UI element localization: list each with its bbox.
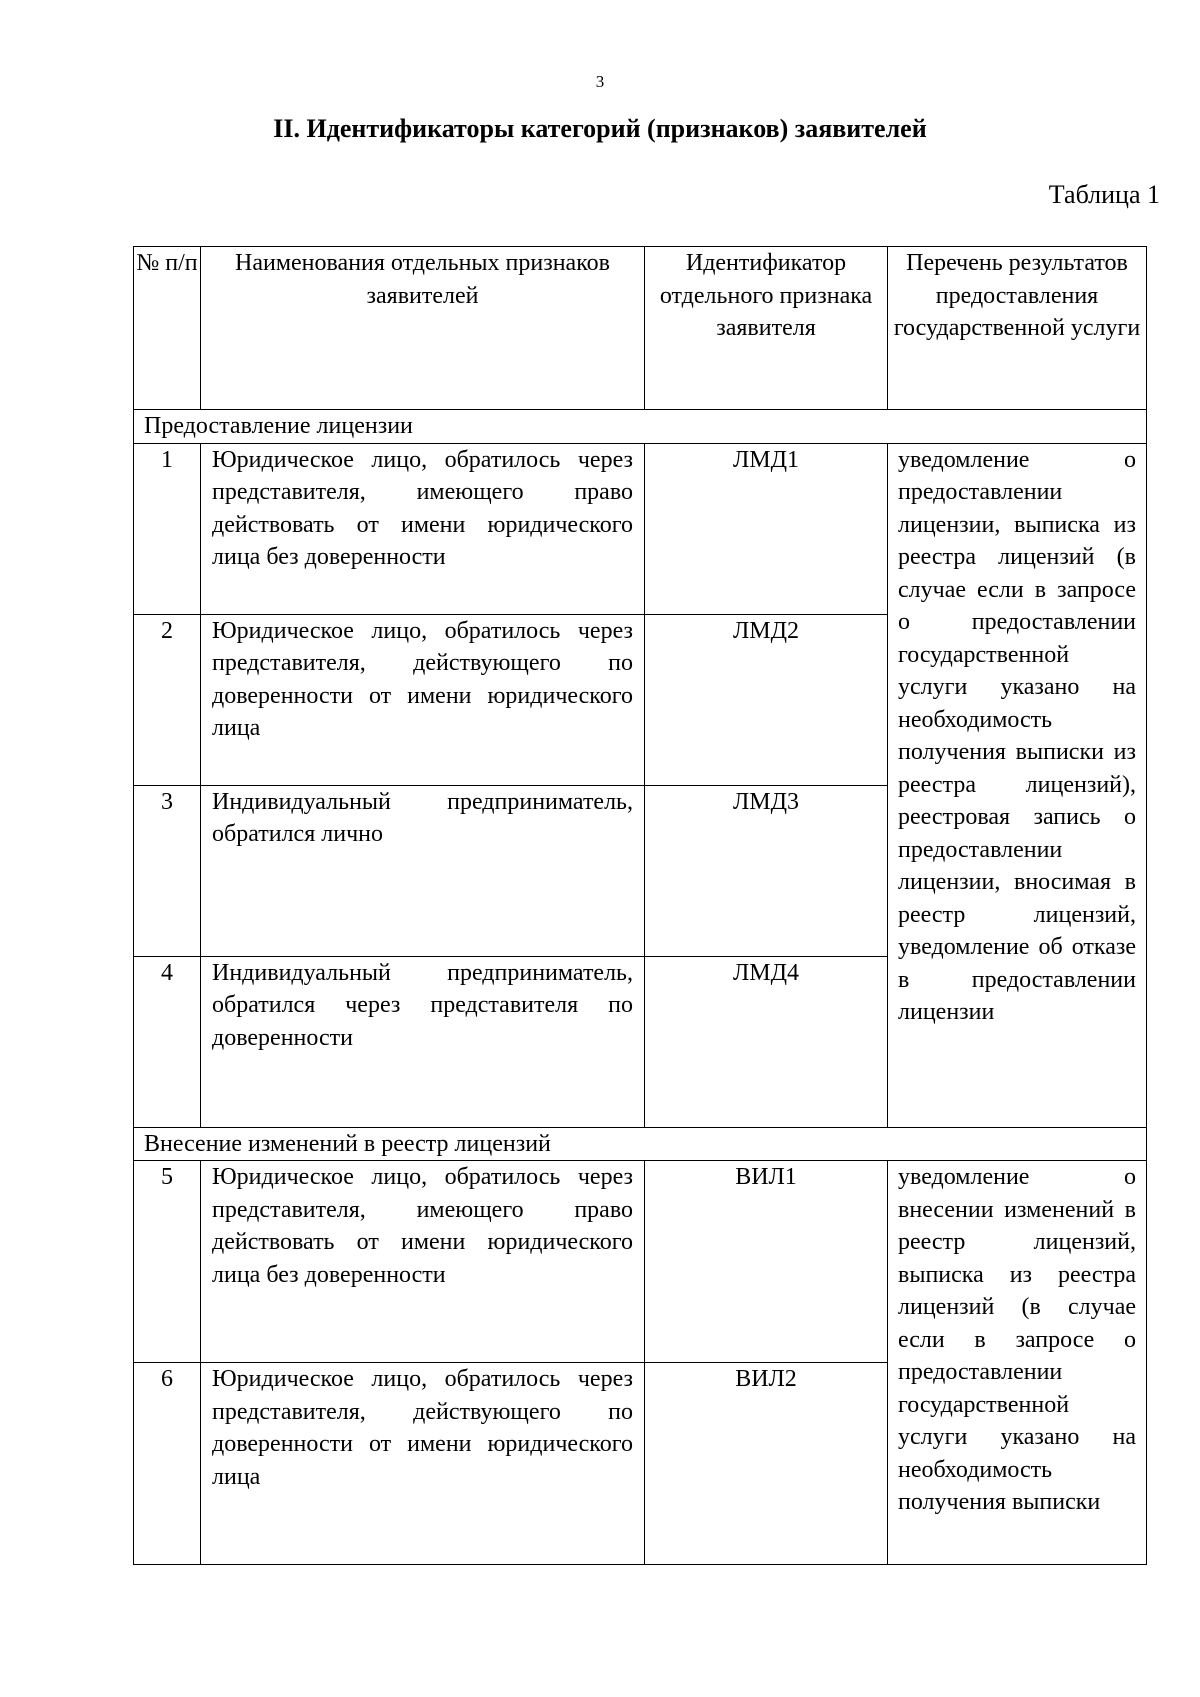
section-row [134, 410, 1147, 444]
row-name: Индивидуальный предприниматель, обратился через представителя по доверенности [201, 956, 645, 1127]
row-name: Юридическое лицо, обратилось через представителя, имеющего право действовать от имени юридического лица без доверенности [201, 1161, 645, 1363]
row-num: 6 [134, 1363, 201, 1565]
page-number: 3 [595, 72, 605, 91]
row-name: Юридическое лицо, обратилось через представителя, действующего по доверенности от имени юридического лица [201, 1363, 645, 1565]
row-identifier: ВИЛ2 [645, 1363, 888, 1565]
table-row [134, 1161, 1147, 1363]
row-num: 3 [134, 785, 201, 956]
row-num: 5 [134, 1161, 201, 1363]
section-row [134, 1127, 1147, 1161]
row-name: Юридическое лицо, обратилось через представителя, имеющего право действовать от имени юридического лица без доверенности [201, 443, 645, 614]
row-name: Юридическое лицо, обратилось через представителя, действующего по доверенности от имени юридического лица [201, 614, 645, 785]
section-title-cell: Предоставление лицензии [134, 410, 1147, 444]
row-identifier: ЛМД4 [645, 956, 888, 1127]
row-num: 2 [134, 614, 201, 785]
header-results: Перечень результатов предоставления государственной услуги [888, 247, 1147, 410]
table-label: Таблица 1 [1048, 180, 1160, 209]
row-identifier: ВИЛ1 [645, 1161, 888, 1363]
row-identifier: ЛМД1 [645, 443, 888, 614]
row-identifier: ЛМД2 [645, 614, 888, 785]
row-name: Индивидуальный предприниматель, обратился лично [201, 785, 645, 956]
row-num: 4 [134, 956, 201, 1127]
row-num: 1 [134, 443, 201, 614]
table-row [134, 443, 1147, 614]
section-title-cell: Внесение изменений в реестр лицензий [134, 1127, 1147, 1161]
row-identifier: ЛМД3 [645, 785, 888, 956]
applicant-categories-table [133, 246, 1147, 1565]
header-name: Наименования отдельных признаков заявителей [201, 247, 645, 410]
header-identifier: Идентификатор отдельного признака заявителя [645, 247, 888, 410]
header-num: № п/п [134, 247, 201, 410]
row-results: уведомление о внесении изменений в реестр лицензий, выписка из реестра лицензий (в случае если в запросе о предоставлении государственной услуги указано на необходимость получения выписки [888, 1161, 1147, 1565]
section-title: II. Идентификаторы категорий (признаков) заявителей [273, 114, 927, 143]
row-results: уведомление о предоставлении лицензии, выписка из реестра лицензий (в случае если в запросе о предоставлении государственной услуги указано на необходимость получения выписки из реестра лицензий), реестровая запись о предоставлении лицензии, вносимая в реестр лицензий, уведомление об отказе в предоставлении лицензии [888, 443, 1147, 1127]
table-header-row [134, 247, 1147, 410]
